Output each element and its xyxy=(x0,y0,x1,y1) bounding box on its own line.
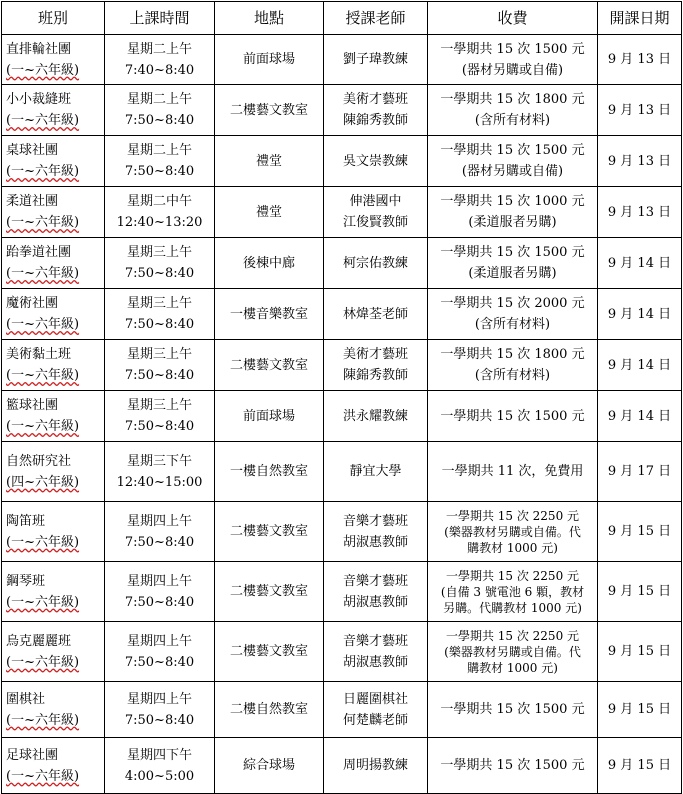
class-time-line: 7:50~8:40 xyxy=(124,654,195,670)
class-time-line: 星期四上午 xyxy=(126,573,192,589)
class-time-line: 7:50~8:40 xyxy=(124,164,195,179)
class-name xyxy=(2,391,105,442)
class-fee-line: 購教材 1000 元) xyxy=(467,540,558,555)
class-time xyxy=(105,562,215,622)
class-fee xyxy=(428,85,598,136)
class-time xyxy=(105,391,215,442)
table-row xyxy=(2,738,682,794)
class-date: 9 月 13 日 xyxy=(598,136,682,187)
class-name-line: 圍棋社 xyxy=(6,691,46,707)
class-teacher xyxy=(324,340,428,391)
class-name-line: 跆拳道社團 xyxy=(6,245,72,260)
class-time-line: 4:00~5:00 xyxy=(124,768,195,784)
class-time xyxy=(105,682,215,738)
class-fee-line: 一學期共 15 次 1500 元 xyxy=(440,758,585,773)
class-date: 9 月 14 日 xyxy=(598,340,682,391)
class-name xyxy=(2,136,105,187)
class-teacher-line: 洪永耀教練 xyxy=(342,408,408,424)
class-teacher-line: 江俊賢教師 xyxy=(342,215,408,230)
class-name-line: (一~六年級) xyxy=(6,368,80,383)
class-place: 二樓藝文教室 xyxy=(215,502,324,562)
class-teacher-line: 吳文崇教練 xyxy=(342,153,408,169)
class-place: 禮堂 xyxy=(215,187,324,238)
class-name-line: (一~六年級) xyxy=(6,266,80,281)
class-time-line: 星期二上午 xyxy=(126,41,192,57)
class-teacher xyxy=(324,682,428,738)
table-row xyxy=(2,622,682,682)
class-time xyxy=(105,35,215,85)
class-date: 9 月 13 日 xyxy=(598,85,682,136)
class-date: 9 月 15 日 xyxy=(598,738,682,794)
class-teacher xyxy=(324,289,428,340)
class-name-line: (一~六年級) xyxy=(6,164,80,179)
header-class: 班別 xyxy=(2,2,105,35)
class-fee-line: 一學期共 15 次 1500 元 xyxy=(440,702,585,717)
class-teacher xyxy=(324,187,428,238)
table-row xyxy=(2,442,682,502)
class-fee xyxy=(428,340,598,391)
class-fee-line: 一學期共 15 次 1500 元 xyxy=(440,143,585,158)
class-name-line: (一~六年級) xyxy=(6,712,80,728)
class-teacher xyxy=(324,622,428,682)
class-name xyxy=(2,442,105,502)
class-time-line: 星期四下午 xyxy=(126,747,192,763)
class-fee-line: 一學期共 15 次 2250 元 xyxy=(445,628,580,643)
class-time-line: 星期三上午 xyxy=(126,245,192,260)
class-name-line: 魔術社團 xyxy=(6,296,59,311)
class-teacher-line: 何楚麟老師 xyxy=(342,712,408,728)
class-teacher xyxy=(324,562,428,622)
class-fee-line: (自備 3 號電池 6 顆，教材 xyxy=(440,584,585,599)
class-teacher xyxy=(324,442,428,502)
header-fee: 收費 xyxy=(428,2,598,35)
class-teacher-line: 美術才藝班 xyxy=(342,92,408,107)
class-teacher-line: 陳錦秀教師 xyxy=(342,368,408,383)
class-place: 二樓藝文教室 xyxy=(215,562,324,622)
class-name-line: (四~六年級) xyxy=(6,474,80,490)
class-name-line: 柔道社團 xyxy=(6,194,59,209)
class-fee-line: 一學期共 15 次 1800 元 xyxy=(440,92,585,107)
class-teacher xyxy=(324,391,428,442)
class-fee xyxy=(428,738,598,794)
class-time xyxy=(105,187,215,238)
class-name-line: (一~六年級) xyxy=(6,594,80,610)
class-teacher-line: 音樂才藝班 xyxy=(342,633,408,649)
class-fee xyxy=(428,502,598,562)
class-fee-line: 一學期共 15 次 1500 元 xyxy=(440,408,585,424)
class-date: 9 月 14 日 xyxy=(598,289,682,340)
class-name-line: 陶笛班 xyxy=(6,513,46,529)
class-name-line: (一~六年級) xyxy=(6,62,80,78)
header-teacher: 授課老師 xyxy=(324,2,428,35)
class-place: 二樓藝文教室 xyxy=(215,622,324,682)
class-name xyxy=(2,682,105,738)
class-date: 9 月 13 日 xyxy=(598,187,682,238)
class-name xyxy=(2,562,105,622)
table-row xyxy=(2,340,682,391)
table-row xyxy=(2,35,682,85)
table-row xyxy=(2,682,682,738)
class-date: 9 月 14 日 xyxy=(598,391,682,442)
class-name-line: (一~六年級) xyxy=(6,419,80,434)
class-time xyxy=(105,442,215,502)
class-time-line: 星期四上午 xyxy=(126,691,192,707)
header-time: 上課時間 xyxy=(105,2,215,35)
class-time-line: 星期三上午 xyxy=(126,398,192,413)
table-row xyxy=(2,562,682,622)
class-fee-line: (柔道服者另購) xyxy=(468,266,557,281)
class-teacher xyxy=(324,502,428,562)
class-time-line: 星期三下午 xyxy=(126,453,192,469)
class-name-line: 美術黏土班 xyxy=(6,347,72,362)
class-name-line: 直排輪社團 xyxy=(6,41,72,57)
class-name xyxy=(2,622,105,682)
class-time-line: 7:50~8:40 xyxy=(124,113,195,128)
class-time-line: 星期三上午 xyxy=(126,296,192,311)
class-place: 綜合球場 xyxy=(215,738,324,794)
class-teacher-line: 胡淑惠教師 xyxy=(342,594,408,610)
class-teacher-line: 劉子瑋教練 xyxy=(342,52,408,67)
class-name xyxy=(2,502,105,562)
class-teacher-line: 日麗圍棋社 xyxy=(342,691,408,707)
class-fee xyxy=(428,442,598,502)
class-name-line: 籃球社團 xyxy=(6,398,59,413)
class-fee-line: 一學期共 15 次 2250 元 xyxy=(445,508,580,523)
header-row xyxy=(2,2,682,35)
class-fee-line: 一學期共 15 次 1500 元 xyxy=(440,41,585,57)
class-name xyxy=(2,85,105,136)
class-time-line: 7:50~8:40 xyxy=(124,419,195,434)
table-row xyxy=(2,85,682,136)
class-fee xyxy=(428,391,598,442)
class-fee-line: 一學期共 15 次 1800 元 xyxy=(440,347,585,362)
class-time xyxy=(105,502,215,562)
class-time-line: 星期四上午 xyxy=(126,633,192,649)
class-name-line: 鋼琴班 xyxy=(6,573,46,589)
class-fee xyxy=(428,136,598,187)
class-name-line: (一~六年級) xyxy=(6,317,80,332)
class-date: 9 月 15 日 xyxy=(598,682,682,738)
class-time xyxy=(105,238,215,289)
class-name xyxy=(2,289,105,340)
class-place: 二樓藝文教室 xyxy=(215,85,324,136)
class-time-line: 7:50~8:40 xyxy=(124,317,195,332)
class-time-line: 7:40~8:40 xyxy=(124,62,195,78)
class-date: 9 月 13 日 xyxy=(598,35,682,85)
class-place: 二樓自然教室 xyxy=(215,682,324,738)
class-fee-line: (含所有材料) xyxy=(474,113,551,128)
table-row xyxy=(2,391,682,442)
class-place: 禮堂 xyxy=(215,136,324,187)
class-place: 前面球場 xyxy=(215,35,324,85)
class-name-line: 足球社團 xyxy=(6,747,59,763)
class-teacher-line: 周明揚教練 xyxy=(342,758,408,773)
class-time-line: 12:40~13:20 xyxy=(116,215,203,230)
class-fee xyxy=(428,622,598,682)
class-name-line: (一~六年級) xyxy=(6,768,80,784)
class-fee-line: 一學期共 15 次 1500 元 xyxy=(440,245,585,260)
class-time-line: 7:50~8:40 xyxy=(124,534,195,550)
class-teacher-line: 胡淑惠教師 xyxy=(342,534,408,550)
class-time-line: 星期二中午 xyxy=(126,194,192,209)
class-date: 9 月 15 日 xyxy=(598,622,682,682)
class-fee-line: (樂器教材另購或自備。代 xyxy=(444,644,581,659)
table-row xyxy=(2,238,682,289)
class-teacher xyxy=(324,136,428,187)
class-teacher xyxy=(324,238,428,289)
class-name xyxy=(2,187,105,238)
class-name xyxy=(2,340,105,391)
class-fee-line: (含所有材料) xyxy=(474,317,551,332)
class-teacher xyxy=(324,738,428,794)
class-fee xyxy=(428,238,598,289)
class-teacher xyxy=(324,35,428,85)
class-teacher-line: 伸港國中 xyxy=(349,194,402,209)
class-date: 9 月 14 日 xyxy=(598,238,682,289)
table-row xyxy=(2,187,682,238)
class-name-line: 烏克麗麗班 xyxy=(6,633,72,649)
class-time xyxy=(105,85,215,136)
class-time-line: 12:40~15:00 xyxy=(116,474,203,490)
class-name-line: (一~六年級) xyxy=(6,654,80,670)
class-teacher-line: 音樂才藝班 xyxy=(342,513,408,529)
class-place: 一樓音樂教室 xyxy=(215,289,324,340)
class-teacher-line: 林煒荃老師 xyxy=(342,306,408,322)
class-fee xyxy=(428,562,598,622)
class-name xyxy=(2,738,105,794)
class-fee xyxy=(428,35,598,85)
class-fee-line: (柔道服者另購) xyxy=(468,215,557,230)
class-fee-line: (樂器教材另購或自備。代 xyxy=(444,524,581,539)
class-name-line: 自然研究社 xyxy=(6,453,72,469)
class-place: 一樓自然教室 xyxy=(215,442,324,502)
table-row xyxy=(2,136,682,187)
class-fee xyxy=(428,187,598,238)
class-time-line: 星期四上午 xyxy=(126,513,192,529)
class-name-line: 桌球社團 xyxy=(6,143,59,158)
class-fee-line: 一學期共 15 次 2000 元 xyxy=(440,296,585,311)
class-time xyxy=(105,289,215,340)
class-teacher-line: 陳錦秀教師 xyxy=(342,113,408,128)
class-fee-line: 購教材 1000 元) xyxy=(467,660,558,675)
schedule-table xyxy=(1,1,682,794)
class-fee xyxy=(428,682,598,738)
class-name-line: (一~六年級) xyxy=(6,215,80,230)
class-time-line: 星期二上午 xyxy=(126,92,192,107)
class-teacher-line: 靜宜大學 xyxy=(349,464,402,479)
class-date: 9 月 15 日 xyxy=(598,562,682,622)
class-place: 二樓藝文教室 xyxy=(215,340,324,391)
class-name-line: (一~六年級) xyxy=(6,534,80,550)
class-teacher-line: 柯宗佑教練 xyxy=(342,255,408,271)
class-fee xyxy=(428,289,598,340)
class-fee-line: 一學期共 15 次 2250 元 xyxy=(445,568,580,583)
class-teacher-line: 美術才藝班 xyxy=(342,347,408,362)
class-time-line: 星期三上午 xyxy=(126,347,192,362)
class-date: 9 月 17 日 xyxy=(598,442,682,502)
class-time xyxy=(105,340,215,391)
class-name xyxy=(2,238,105,289)
class-time-line: 7:50~8:40 xyxy=(124,266,195,281)
class-time-line: 7:50~8:40 xyxy=(124,712,195,728)
class-fee-line: 另購。代購教材 1000 元) xyxy=(443,600,582,615)
header-place: 地點 xyxy=(215,2,324,35)
class-place: 後棟中廊 xyxy=(215,238,324,289)
class-fee-line: (器材另購或自備) xyxy=(461,62,564,78)
class-date: 9 月 15 日 xyxy=(598,502,682,562)
class-fee-line: (器材另購或自備) xyxy=(461,164,564,179)
class-time-line: 7:50~8:40 xyxy=(124,368,195,383)
class-teacher-line: 音樂才藝班 xyxy=(342,573,408,589)
class-fee-line: (含所有材料) xyxy=(474,368,551,383)
class-place: 前面球場 xyxy=(215,391,324,442)
class-time-line: 星期二上午 xyxy=(126,143,192,158)
class-name xyxy=(2,35,105,85)
class-teacher xyxy=(324,85,428,136)
class-name-line: 小小裁縫班 xyxy=(6,92,72,107)
class-name-line: (一~六年級) xyxy=(6,113,80,128)
class-time-line: 7:50~8:40 xyxy=(124,594,195,610)
class-teacher-line: 胡淑惠教師 xyxy=(342,654,408,670)
table-row xyxy=(2,502,682,562)
class-time xyxy=(105,622,215,682)
class-time xyxy=(105,136,215,187)
table-row xyxy=(2,289,682,340)
class-fee-line: 一學期共 11 次，免費用 xyxy=(441,464,584,479)
class-time xyxy=(105,738,215,794)
class-fee-line: 一學期共 15 次 1000 元 xyxy=(440,194,585,209)
header-date: 開課日期 xyxy=(598,2,682,35)
